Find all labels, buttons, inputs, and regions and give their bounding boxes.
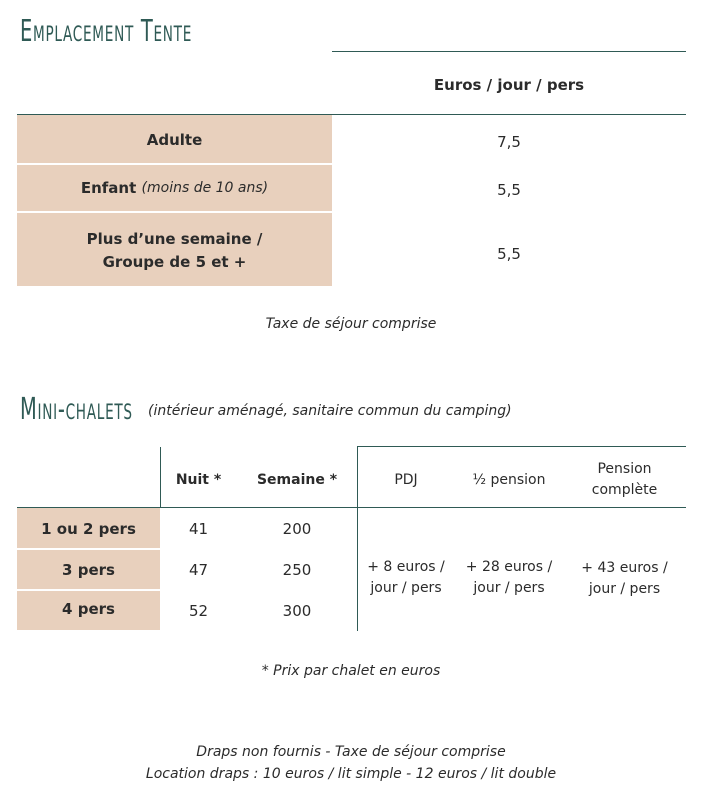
chalets-supplement-pdj-line1: + 8 euros / bbox=[367, 559, 445, 575]
chalets-header-night: Nuit * bbox=[175, 471, 222, 488]
chalets-row-label: 4 pers bbox=[62, 599, 115, 618]
tent-row-price-adult: 7,5 bbox=[497, 132, 521, 151]
chalets-top-rule bbox=[357, 446, 686, 447]
chalets-footnote: * Prix par chalet en euros bbox=[261, 663, 441, 679]
chalets-section-title: Mini-chalets bbox=[20, 392, 133, 427]
tent-section-title: Emplacement Tente bbox=[20, 14, 193, 49]
chalets-supplement-full-line2: jour / pers bbox=[588, 581, 661, 597]
tent-footnote: Taxe de séjour comprise bbox=[265, 316, 437, 332]
chalets-supplement-half-board bbox=[455, 556, 563, 600]
chalets-header-half-board: ½ pension bbox=[472, 471, 546, 488]
tent-column-header: Euros / jour / pers bbox=[433, 75, 585, 94]
footer-line1: Draps non fournis - Taxe de séjour comprise bbox=[196, 744, 506, 760]
chalets-supplement-pdj bbox=[357, 556, 455, 600]
tent-row-label: Enfant bbox=[80, 178, 137, 197]
chalets-row-night: 47 bbox=[188, 560, 209, 579]
tent-row-separator bbox=[17, 211, 332, 213]
tent-row-label-line1: Plus d’une semaine / bbox=[86, 229, 263, 248]
chalets-row-week: 200 bbox=[282, 519, 312, 538]
chalets-row-separator bbox=[17, 548, 160, 550]
chalets-header-full-board-line1: Pension bbox=[597, 461, 652, 477]
tent-row-label-line2: Groupe de 5 et + bbox=[102, 252, 247, 271]
chalets-supplement-half-line2: jour / pers bbox=[473, 580, 545, 596]
tent-row-label: Adulte bbox=[146, 130, 203, 149]
tent-row-note: (moins de 10 ans) bbox=[141, 179, 269, 196]
chalets-header-full-board bbox=[563, 458, 686, 502]
tent-row-label-group bbox=[17, 215, 332, 286]
chalets-supplement-full-line1: + 43 euros / bbox=[581, 560, 668, 576]
tent-row-label-adult bbox=[17, 117, 332, 163]
chalets-row-week: 250 bbox=[282, 560, 312, 579]
chalets-supplement-pdj-line2: jour / pers bbox=[370, 580, 442, 596]
chalets-header-week: Semaine * bbox=[256, 471, 338, 488]
tent-row-label-child bbox=[17, 165, 332, 211]
chalets-supplement-half-line1: + 28 euros / bbox=[465, 559, 553, 575]
chalets-row-night: 41 bbox=[188, 519, 209, 538]
tent-top-rule bbox=[332, 51, 686, 52]
footer-line2: Location draps : 10 euros / lit simple - 12 euros / lit double bbox=[145, 766, 557, 782]
chalets-header-full-board-line2: complète bbox=[591, 482, 658, 498]
chalets-row-week: 300 bbox=[282, 601, 312, 620]
chalets-row-label: 1 ou 2 pers bbox=[41, 519, 136, 538]
chalets-row-label: 3 pers bbox=[62, 560, 115, 579]
chalets-header-pdj: PDJ bbox=[394, 471, 418, 488]
chalets-supplement-full-board bbox=[563, 557, 686, 601]
chalets-subtitle: (intérieur aménagé, sanitaire commun du camping) bbox=[148, 403, 512, 419]
chalets-row-night: 52 bbox=[188, 601, 209, 620]
tent-row-price-group: 5,5 bbox=[497, 245, 521, 263]
tent-row-price-child: 5,5 bbox=[497, 180, 521, 199]
